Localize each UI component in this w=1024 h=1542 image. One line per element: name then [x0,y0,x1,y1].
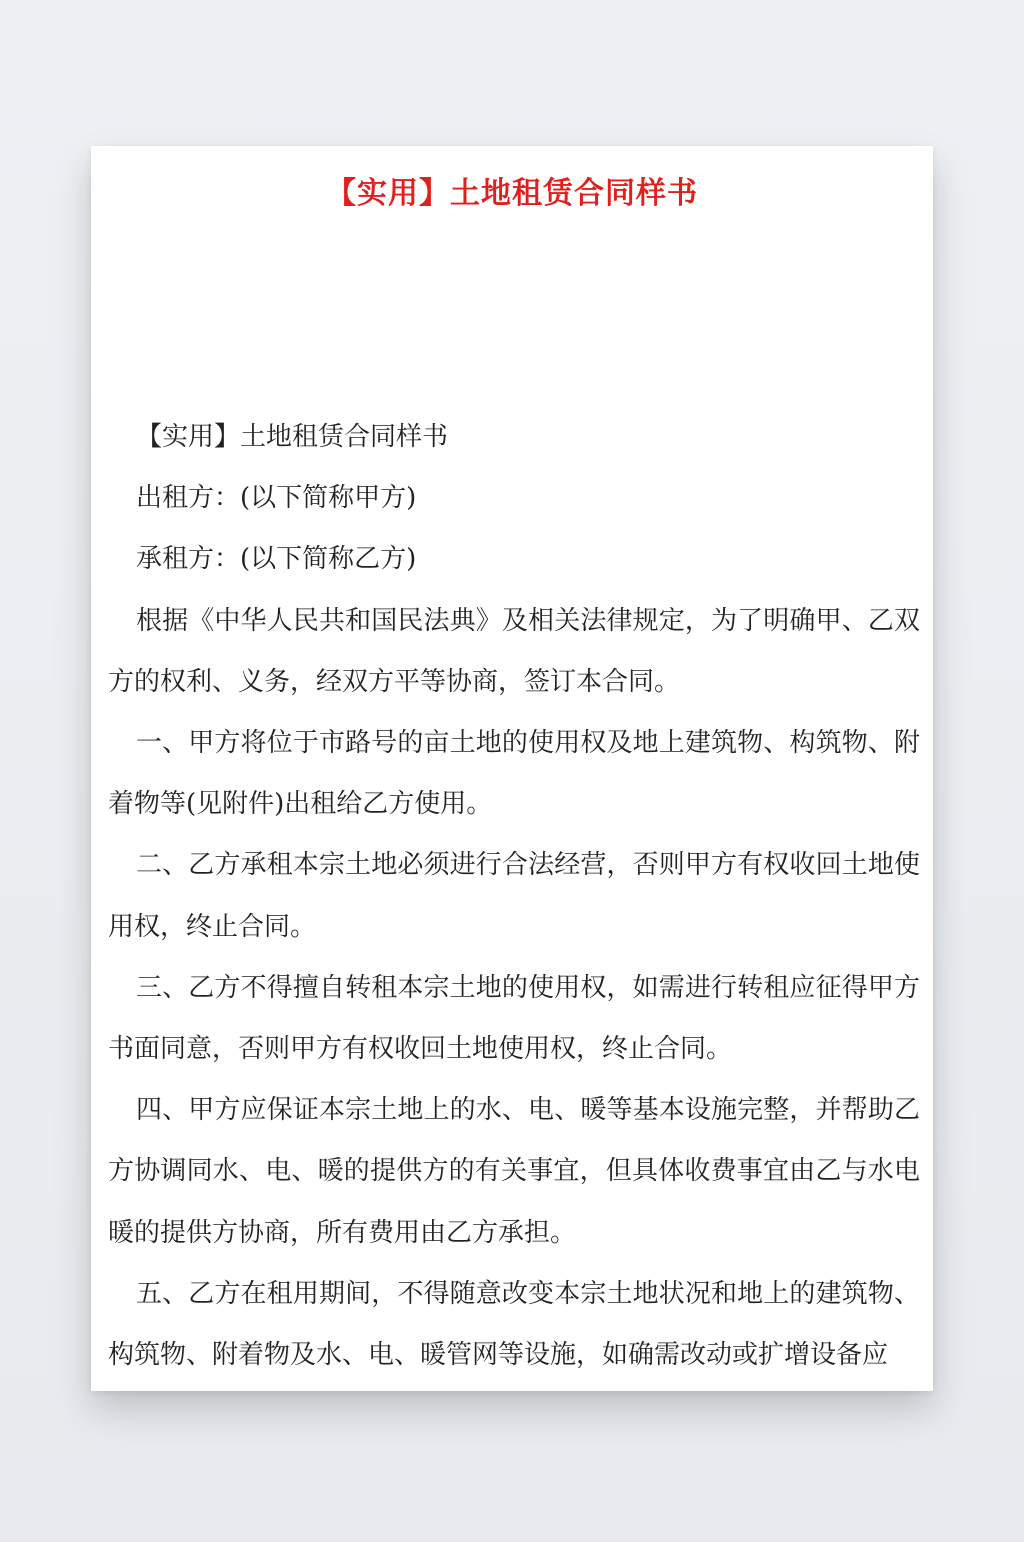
paragraph-clause-5: 五、乙方在租用期间，不得随意改变本宗土地状况和地上的建筑物、构筑物、附着物及水、电、暖管网等设施，如确需改动或扩增设备应 [108,1278,920,1371]
paragraph-preamble: 根据《中华人民共和国民法典》及相关法律规定，为了明确甲、乙双方的权利、义务，经双方平等协商，签订本合同。 [108,605,920,697]
paragraph-clause-2: 二、乙方承租本宗土地必须进行合法经营，否则甲方有权收回土地使用权，终止合同。 [108,850,920,942]
document-title: 【实用】土地租赁合同样书 [326,176,698,211]
document-page [91,146,933,1391]
paragraph-heading: 【实用】土地租赁合同样书 [136,422,449,452]
paragraph-clause-1: 一、甲方将位于市路号的亩土地的使用权及地上建筑物、构筑物、附着物等(见附件)出租给乙方使用。 [108,728,920,820]
paragraph-lessor: 出租方：(以下简称甲方) [136,483,417,514]
paragraph-clause-3: 三、乙方不得擅自转租本宗土地的使用权，如需进行转租应征得甲方书面同意，否则甲方有权收回土地使用权，终止合同。 [108,972,920,1065]
paragraph-clause-4: 四、甲方应保证本宗土地上的水、电、暖等基本设施完整，并帮助乙方协调同水、电、暖的提供方的有关事宜，但具体收费事宜由乙与水电暖的提供方协商，所有费用由乙方承担。 [108,1095,920,1248]
paragraph-lessee: 承租方：(以下简称乙方) [136,544,417,575]
document-body [108,407,920,1386]
